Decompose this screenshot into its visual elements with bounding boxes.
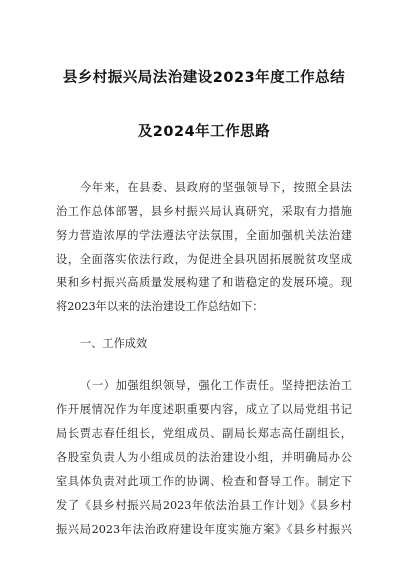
- intro-paragraph-line: 努力营造浓厚的学法遵法守法氛围，全面加强机关法治建: [56, 229, 352, 242]
- section-paragraph-line: （一）加强组织领导，强化工作责任。坚持把法治工: [80, 379, 352, 392]
- section-paragraph-line: 振兴局2023年法治政府建设年度实施方案》《县乡村振兴: [56, 523, 352, 536]
- section-paragraph-line: 局长贾志春任组长，党组成员、副局长郑志高任副组长，: [56, 427, 352, 440]
- intro-paragraph-line: 设，全面落实依法行政，为促进全县巩固拓展脱贫攻坚成: [56, 253, 352, 266]
- section-heading: 一、工作成效: [80, 337, 148, 350]
- document-title-line-2: 及2024年工作思路: [137, 124, 271, 140]
- intro-paragraph-line: 果和乡村振兴高质量发展构建了和谐稳定的发展环境。现: [56, 276, 352, 289]
- section-paragraph-line: 室具体负责对此项工作的协调、检查和督导工作。制定下: [56, 475, 352, 488]
- intro-paragraph-line: 治工作总体部署，县乡村振兴局认真研究，采取有力措施: [56, 205, 352, 218]
- section-paragraph-line: 作开展情况作为年度述职重要内容，成立了以局党组书记: [56, 403, 352, 416]
- section-paragraph-line: 各股室负责人为小组成员的法治建设小组，并明确局办公: [56, 451, 352, 464]
- section-paragraph-line: 发了《县乡村振兴局2023年依法治县工作计划》《县乡村: [56, 499, 352, 512]
- document-title-line-1: 县乡村振兴局法治建设2023年度工作总结: [62, 70, 346, 86]
- intro-paragraph-line: 今年来，在县委、县政府的坚强领导下，按照全县法: [80, 181, 352, 194]
- intro-paragraph-line: 将2023年以来的法治建设工作总结如下：: [56, 300, 264, 313]
